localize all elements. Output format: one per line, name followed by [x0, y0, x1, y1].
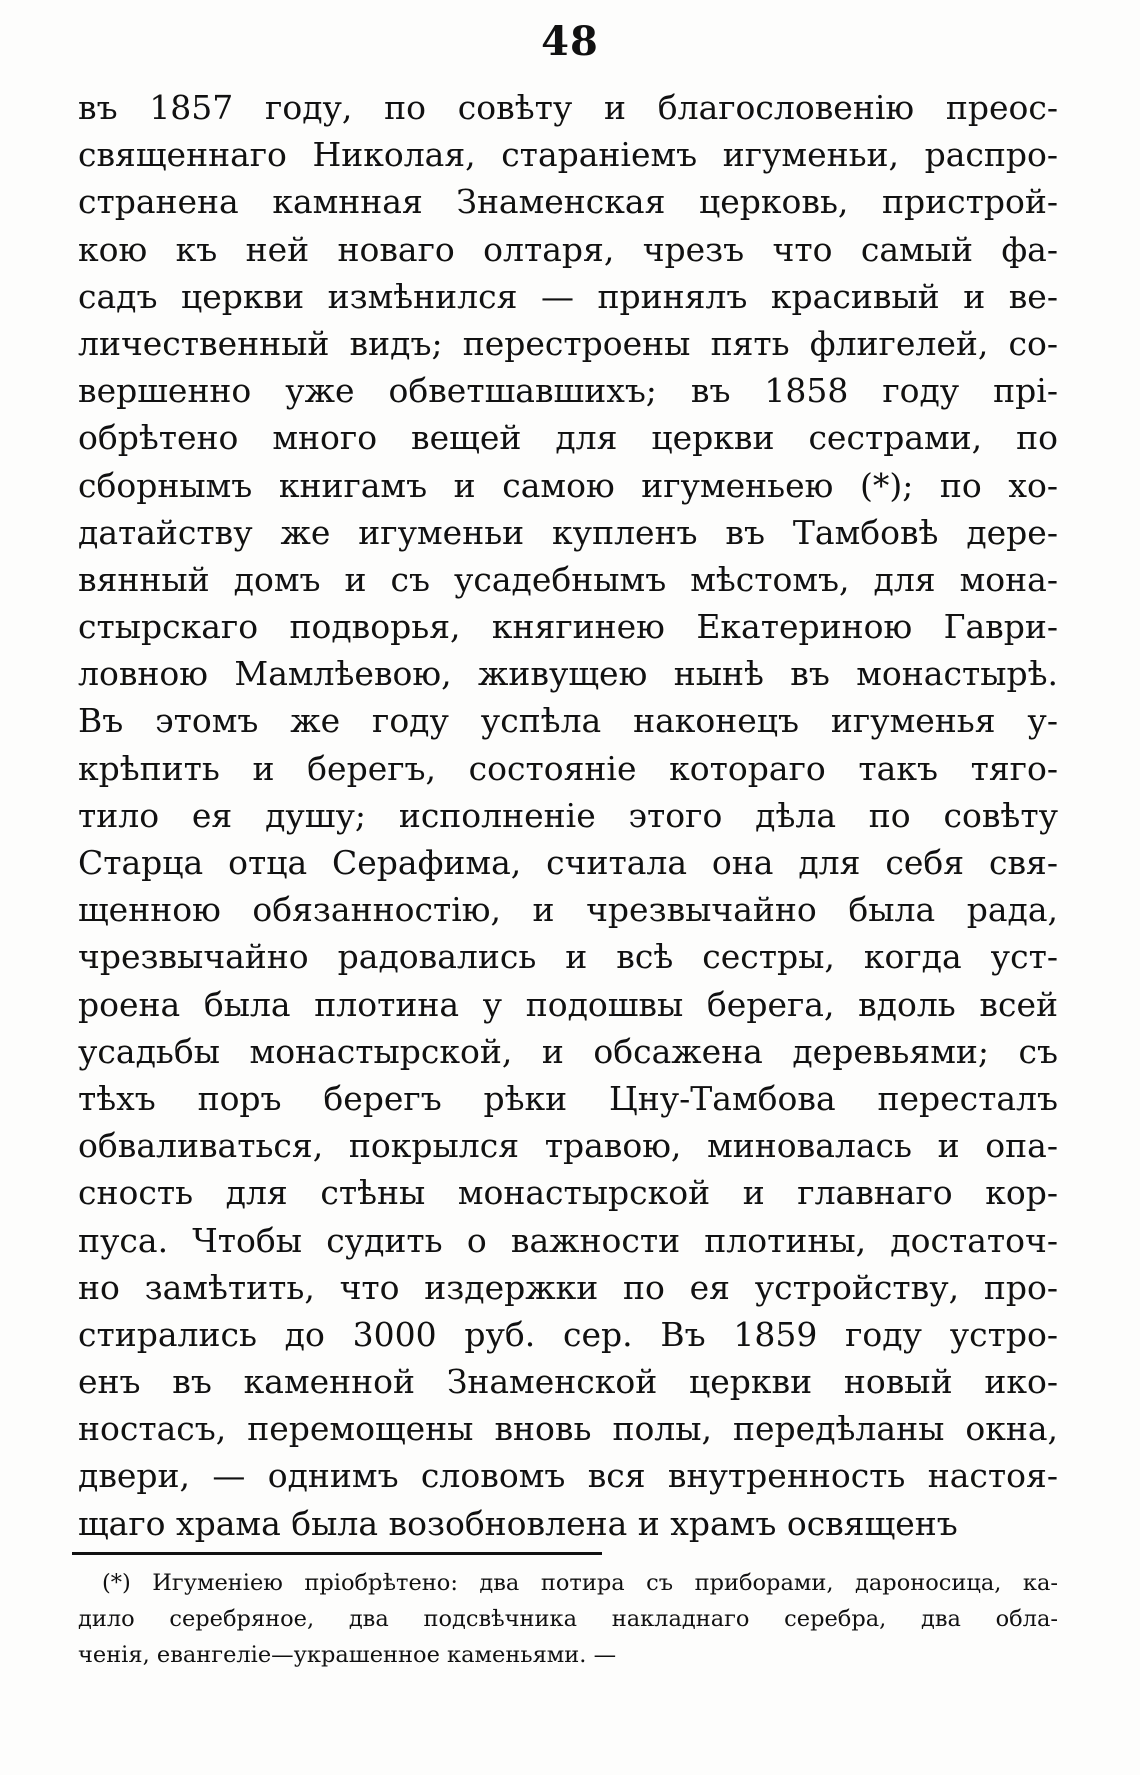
text-line: чрезвычайно радовались и всѣ сестры, когда уст-: [78, 937, 1058, 977]
text-line: стирались до 3000 руб. сер. Въ 1859 году устро-: [78, 1314, 1058, 1354]
text-line: крѣпить и берегъ, состояніе котораго такъ тяго-: [78, 748, 1058, 788]
text-line: въ 1857 году, по совѣту и благословенію преос-: [78, 88, 1058, 127]
text-line: обваливаться, покрылся травою, миновалась и опа-: [78, 1126, 1058, 1166]
body-text: [78, 84, 1058, 1547]
text-line: садъ церкви измѣнился — принялъ красивый и ве-: [78, 276, 1058, 316]
footnote-divider: [72, 1552, 602, 1555]
text-line: Старца отца Серафима, считала она для себя свя-: [78, 843, 1058, 882]
text-line: но замѣтить, что издержки по ея устройству, про-: [78, 1267, 1058, 1307]
text-line: щенною обязанностію, и чрезвычайно была рада,: [78, 890, 1058, 930]
text-line: вянный домъ и съ усадебнымъ мѣстомъ, для мона-: [78, 559, 1058, 599]
text-line: роена была плотина у подошвы берега, вдоль всей: [78, 984, 1058, 1024]
text-line: щаго храма была возобновлена и храмъ освященъ: [78, 1503, 958, 1543]
text-line: сность для стѣны монастырской и главнаго кор-: [78, 1173, 1058, 1213]
text-line: енъ въ каменной Знаменской церкви новый ико-: [78, 1362, 1058, 1402]
text-line: Въ этомъ же году успѣла наконецъ игуменья у-: [78, 701, 1058, 741]
text-line: странена камнная Знаменская церковь, пристрой-: [78, 182, 1058, 222]
text-line: священнаго Николая, стараніемъ игуменьи, распро-: [78, 135, 1058, 175]
text-line: кою къ ней новаго олтаря, чрезъ что самый фа-: [78, 229, 1058, 269]
text-line: личественный видъ; перестроены пять флигелей, со-: [78, 323, 1058, 363]
text-line: ловною Мамлѣевою, живущею нынѣ въ монастырѣ.: [78, 654, 1058, 694]
footnote-line: дило серебряное, два подсвѣчника накладнаго серебра, два обла-: [78, 1606, 1058, 1632]
text-line: пуса. Чтобы судить о важности плотины, достаточ-: [78, 1220, 1058, 1260]
text-line: ностасъ, перемощены вновь полы, передѣланы окна,: [78, 1409, 1058, 1449]
text-line: стырскаго подворья, княгинею Екатериною Гаври-: [78, 607, 1058, 647]
text-line: тило ея душу; исполненіе этого дѣла по совѣту: [78, 795, 1058, 835]
text-line: сборнымъ книгамъ и самою игуменьею (*); по хо-: [78, 465, 1058, 505]
text-line: усадьбы монастырской, и обсажена деревьями; съ: [78, 1031, 1058, 1071]
footnote-line: ченія, евангеліе—украшенное каменьями. —: [78, 1642, 617, 1668]
text-line: двери, — однимъ словомъ вся внутренность настоя-: [78, 1456, 1058, 1496]
page-number: 48: [541, 18, 599, 65]
footnote: [78, 1565, 1058, 1673]
footnote-line: (*) Игуменіею пріобрѣтено: два потира съ приборами, дароносица, ка-: [102, 1570, 1058, 1596]
text-line: вершенно уже обветшавшихъ; въ 1858 году прі-: [78, 371, 1058, 411]
text-line: датайству же игуменьи купленъ въ Тамбовѣ дере-: [78, 512, 1058, 552]
text-line: тѣхъ поръ берегъ рѣки Цну-Тамбова пересталъ: [78, 1078, 1058, 1118]
text-line: обрѣтено много вещей для церкви сестрами, по: [78, 418, 1058, 458]
